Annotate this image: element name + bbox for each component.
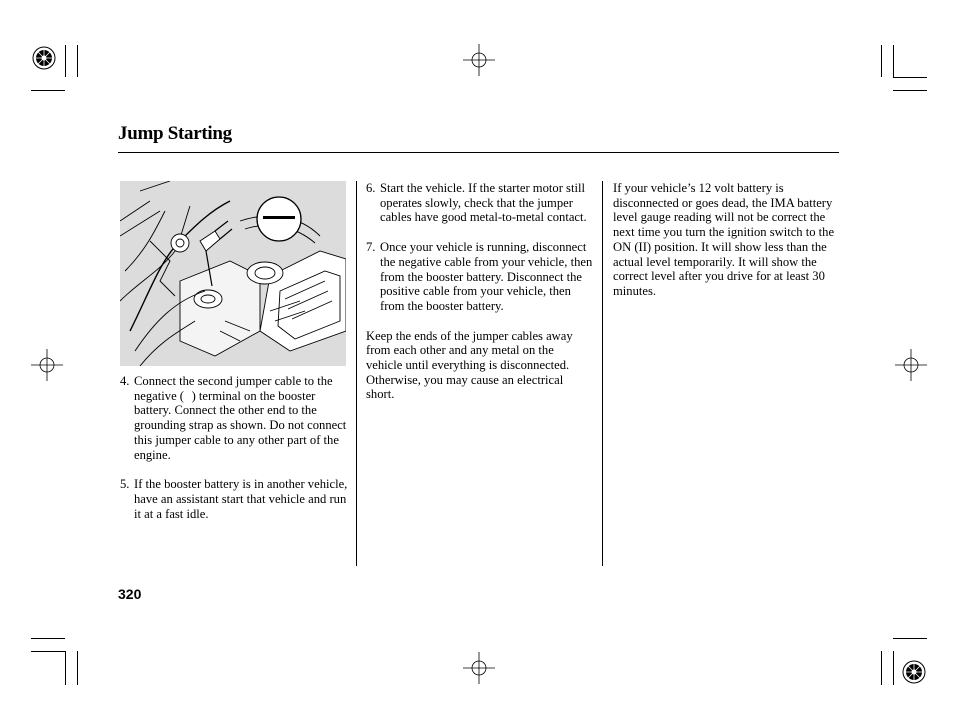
registration-mark-bottom-right-icon: [901, 659, 927, 685]
step-7: [366, 240, 596, 314]
step-number: 7.: [366, 240, 376, 255]
middle-column: [366, 181, 596, 402]
step-4: [120, 374, 348, 462]
title-rule: [118, 152, 839, 153]
step-number: 5.: [120, 477, 130, 492]
step-text: If the booster battery is in another vehicle, have an assistant start that vehicle and run it at a fast idle.: [134, 477, 348, 521]
engine-bay-illustration: [120, 181, 346, 366]
crosshair-right-icon: [895, 349, 927, 381]
step-number: 4.: [120, 374, 130, 388]
crosshair-top-icon: [463, 44, 495, 76]
step-text: Connect the second jumper cable to the negative ( ) terminal on the booster battery. Connect the other end to the grounding strap as shown. Do not connect this jumper cable to any other part of the engine.: [134, 374, 347, 462]
crosshair-left-icon: [31, 349, 63, 381]
step-6: [366, 181, 596, 225]
engine-bay-jumper-cable-icon: [120, 181, 346, 366]
step-5: [120, 477, 348, 521]
column-divider-right: [602, 181, 603, 566]
ima-battery-paragraph: If your vehicle’s 12 volt battery is disconnected or goes dead, the IMA battery level gauge reading will not be correct the next time you turn the ignition switch to the ON (II) position. It will show less than the actual level temporarily. It will show the correct level after you drive for at least 30 minutes.: [613, 181, 835, 298]
page-number: 320: [118, 586, 142, 602]
crosshair-bottom-icon: [463, 652, 495, 684]
right-column: [613, 181, 839, 299]
left-column: [120, 374, 348, 521]
column-divider-left: [356, 181, 357, 566]
step-number: 6.: [366, 181, 376, 195]
step-text: Once your vehicle is running, disconnect the negative cable from your vehicle, then from the booster battery. Disconnect the positive cable from your vehicle, then from the booster battery.: [380, 240, 593, 313]
page-title: Jump Starting: [118, 123, 232, 144]
step-text: Start the vehicle. If the starter motor still operates slowly, check that the jumper cables have good metal-to-metal contact.: [380, 181, 587, 225]
registration-mark-top-left-icon: [31, 45, 57, 71]
cable-warning-paragraph: Keep the ends of the jumper cables away from each other and any metal on the vehicle until everything is disconnected. Otherwise, you may cause an electrical short.: [366, 328, 573, 402]
